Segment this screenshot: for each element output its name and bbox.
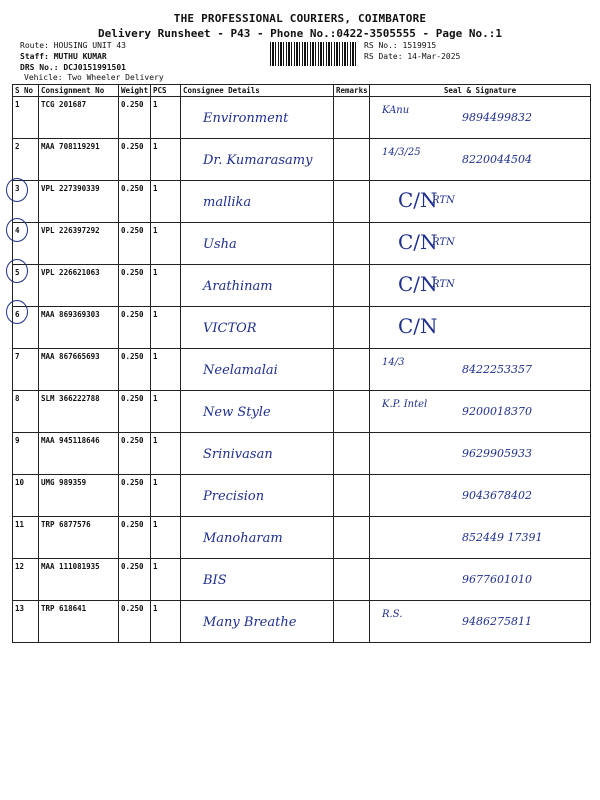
pcs-cell: 1 <box>151 391 181 433</box>
weight-cell: 0.250 <box>119 559 151 601</box>
serial-number-cell: 2 <box>13 139 39 181</box>
serial-number-cell: 3 <box>13 181 39 223</box>
serial-number-cell: 1 <box>13 97 39 139</box>
pcs-cell: 1 <box>151 475 181 517</box>
table-row <box>13 475 591 517</box>
consignee-handwriting: Environment <box>203 111 289 126</box>
consignee-handwriting: Manoharam <box>203 531 283 546</box>
pcs-cell: 1 <box>151 223 181 265</box>
remarks-cell <box>334 559 370 601</box>
consignment-number-cell: TRP 6877576 <box>39 517 119 559</box>
consignee-cell <box>181 391 334 433</box>
serial-number-cell: 11 <box>13 517 39 559</box>
runsheet-title: Delivery Runsheet - P43 - Phone No.:0422-3505555 - Page No.:1 <box>98 27 502 40</box>
signature-cell <box>370 223 591 265</box>
ink-circle-mark <box>6 259 28 283</box>
barcode <box>270 42 358 66</box>
consignee-cell <box>181 433 334 475</box>
column-header: Consignee Details <box>181 85 334 97</box>
ink-circle-mark <box>6 178 28 202</box>
weight-cell: 0.250 <box>119 517 151 559</box>
consignee-cell <box>181 475 334 517</box>
remarks-cell <box>334 391 370 433</box>
consignee-cell <box>181 139 334 181</box>
weight-cell: 0.250 <box>119 391 151 433</box>
consignee-handwriting: VICTOR <box>203 321 257 336</box>
table-row <box>13 517 591 559</box>
table-row <box>13 559 591 601</box>
consignee-cell <box>181 349 334 391</box>
phone-handwriting: 9629905933 <box>462 447 532 460</box>
consignee-handwriting: New Style <box>203 405 271 420</box>
consignment-number-cell: TCG 201687 <box>39 97 119 139</box>
column-header: S No <box>13 85 39 97</box>
weight-cell: 0.250 <box>119 349 151 391</box>
weight-cell: 0.250 <box>119 601 151 643</box>
pcs-cell: 1 <box>151 601 181 643</box>
signature-cell <box>370 601 591 643</box>
signature-cell <box>370 559 591 601</box>
pcs-cell: 1 <box>151 349 181 391</box>
signature-cell <box>370 349 591 391</box>
pcs-cell: 1 <box>151 433 181 475</box>
pcs-cell: 1 <box>151 517 181 559</box>
pcs-cell: 1 <box>151 139 181 181</box>
route-label: Route: HOUSING UNIT 43 <box>20 41 126 50</box>
weight-cell: 0.250 <box>119 475 151 517</box>
consignment-number-cell: MAA 945118646 <box>39 433 119 475</box>
rs-date: RS Date: 14-Mar-2025 <box>364 52 461 61</box>
pcs-cell: 1 <box>151 559 181 601</box>
consignment-number-cell: MAA 867665693 <box>39 349 119 391</box>
rs-number: RS No.: 1519915 <box>364 41 437 50</box>
consignee-handwriting: Precision <box>203 489 265 504</box>
table-row <box>13 391 591 433</box>
signature-cell <box>370 97 591 139</box>
remarks-cell <box>334 139 370 181</box>
staff-label: Staff: MUTHU KUMAR <box>20 52 107 61</box>
company-title: THE PROFESSIONAL COURIERS, COIMBATORE <box>173 12 427 25</box>
consignee-handwriting: Srinivasan <box>203 447 273 462</box>
consignee-handwriting: Neelamalai <box>203 363 278 378</box>
consignment-number-cell: MAA 708119291 <box>39 139 119 181</box>
remarks-cell <box>334 223 370 265</box>
remarks-cell <box>334 475 370 517</box>
consignment-number-cell: VPL 227390339 <box>39 181 119 223</box>
pcs-cell: 1 <box>151 307 181 349</box>
ink-circle-mark <box>6 218 28 242</box>
remarks-cell <box>334 181 370 223</box>
consignee-handwriting: mallika <box>203 195 252 210</box>
phone-handwriting: 9486275811 <box>462 615 532 628</box>
column-header: Weight <box>119 85 151 97</box>
consignee-cell <box>181 265 334 307</box>
consignment-number-cell: MAA 111081935 <box>39 559 119 601</box>
signature-cell <box>370 307 591 349</box>
column-header: Remarks <box>334 85 370 97</box>
table-row <box>13 349 591 391</box>
pcs-cell: 1 <box>151 265 181 307</box>
phone-handwriting: 9200018370 <box>462 405 532 418</box>
table-row <box>13 601 591 643</box>
remarks-cell <box>334 265 370 307</box>
signature-handwriting: 14/3 <box>382 357 405 368</box>
consignee-cell <box>181 601 334 643</box>
phone-handwriting: 9677601010 <box>462 573 532 586</box>
signature-handwriting: 14/3/25 <box>382 147 421 158</box>
signature-cell <box>370 265 591 307</box>
signature-cell <box>370 475 591 517</box>
column-header: Consignment No <box>39 85 119 97</box>
runsheet-table <box>12 84 591 643</box>
signature-handwriting: KAnu <box>382 105 410 116</box>
remarks-cell <box>334 601 370 643</box>
signature-cell <box>370 433 591 475</box>
drs-label: DRS No.: DCJ0151991501 <box>20 63 126 72</box>
consignment-number-cell: UMG 989359 <box>39 475 119 517</box>
phone-handwriting: RTN <box>432 237 455 248</box>
signature-handwriting: C/N <box>398 314 438 338</box>
remarks-cell <box>334 433 370 475</box>
phone-handwriting: 9894499832 <box>462 111 532 124</box>
weight-cell: 0.250 <box>119 181 151 223</box>
phone-handwriting: 8220044504 <box>462 153 532 166</box>
remarks-cell <box>334 517 370 559</box>
consignee-handwriting: Arathinam <box>203 279 273 294</box>
ink-circle-mark <box>6 300 28 324</box>
pcs-cell: 1 <box>151 97 181 139</box>
serial-number-cell: 8 <box>13 391 39 433</box>
signature-cell <box>370 139 591 181</box>
table-row <box>13 97 591 139</box>
serial-number-cell: 6 <box>13 307 39 349</box>
weight-cell: 0.250 <box>119 265 151 307</box>
signature-handwriting: K.P. Intel <box>382 399 428 410</box>
signature-cell <box>370 181 591 223</box>
consignee-cell <box>181 307 334 349</box>
consignee-handwriting: Many Breathe <box>203 615 297 630</box>
serial-number-cell: 5 <box>13 265 39 307</box>
table-row <box>13 265 591 307</box>
weight-cell: 0.250 <box>119 139 151 181</box>
phone-handwriting: RTN <box>432 195 455 206</box>
consignment-number-cell: VPL 226621063 <box>39 265 119 307</box>
weight-cell: 0.250 <box>119 223 151 265</box>
phone-handwriting: 8422253357 <box>462 363 532 376</box>
table-row <box>13 181 591 223</box>
vehicle-label: Vehicle: Two Wheeler Delivery <box>24 73 164 82</box>
signature-handwriting: C/N <box>398 272 438 296</box>
consignment-number-cell: VPL 226397292 <box>39 223 119 265</box>
consignee-cell <box>181 181 334 223</box>
consignee-handwriting: Usha <box>203 237 237 252</box>
signature-handwriting: C/N <box>398 230 438 254</box>
consignee-cell <box>181 559 334 601</box>
signature-cell <box>370 517 591 559</box>
remarks-cell <box>334 97 370 139</box>
phone-handwriting: 852449 17391 <box>462 531 543 544</box>
phone-handwriting: 9043678402 <box>462 489 532 502</box>
consignee-handwriting: BIS <box>203 573 227 588</box>
weight-cell: 0.250 <box>119 433 151 475</box>
consignee-cell <box>181 223 334 265</box>
serial-number-cell: 7 <box>13 349 39 391</box>
table-row <box>13 307 591 349</box>
table-row <box>13 139 591 181</box>
signature-handwriting: C/N <box>398 188 438 212</box>
serial-number-cell: 12 <box>13 559 39 601</box>
remarks-cell <box>334 349 370 391</box>
phone-handwriting: RTN <box>432 279 455 290</box>
pcs-cell: 1 <box>151 181 181 223</box>
weight-cell: 0.250 <box>119 97 151 139</box>
consignment-number-cell: MAA 869369303 <box>39 307 119 349</box>
weight-cell: 0.250 <box>119 307 151 349</box>
serial-number-cell: 9 <box>13 433 39 475</box>
serial-number-cell: 10 <box>13 475 39 517</box>
table-row <box>13 223 591 265</box>
column-header: PCS <box>151 85 181 97</box>
consignee-handwriting: Dr. Kumarasamy <box>203 153 313 168</box>
signature-handwriting: R.S. <box>382 609 403 620</box>
serial-number-cell: 13 <box>13 601 39 643</box>
table-row <box>13 433 591 475</box>
consignment-number-cell: SLM 366222788 <box>39 391 119 433</box>
remarks-cell <box>334 307 370 349</box>
table-header-row <box>13 85 591 97</box>
consignee-cell <box>181 517 334 559</box>
consignee-cell <box>181 97 334 139</box>
column-header: Seal & Signature <box>370 85 591 97</box>
consignment-number-cell: TRP 618641 <box>39 601 119 643</box>
signature-cell <box>370 391 591 433</box>
serial-number-cell: 4 <box>13 223 39 265</box>
